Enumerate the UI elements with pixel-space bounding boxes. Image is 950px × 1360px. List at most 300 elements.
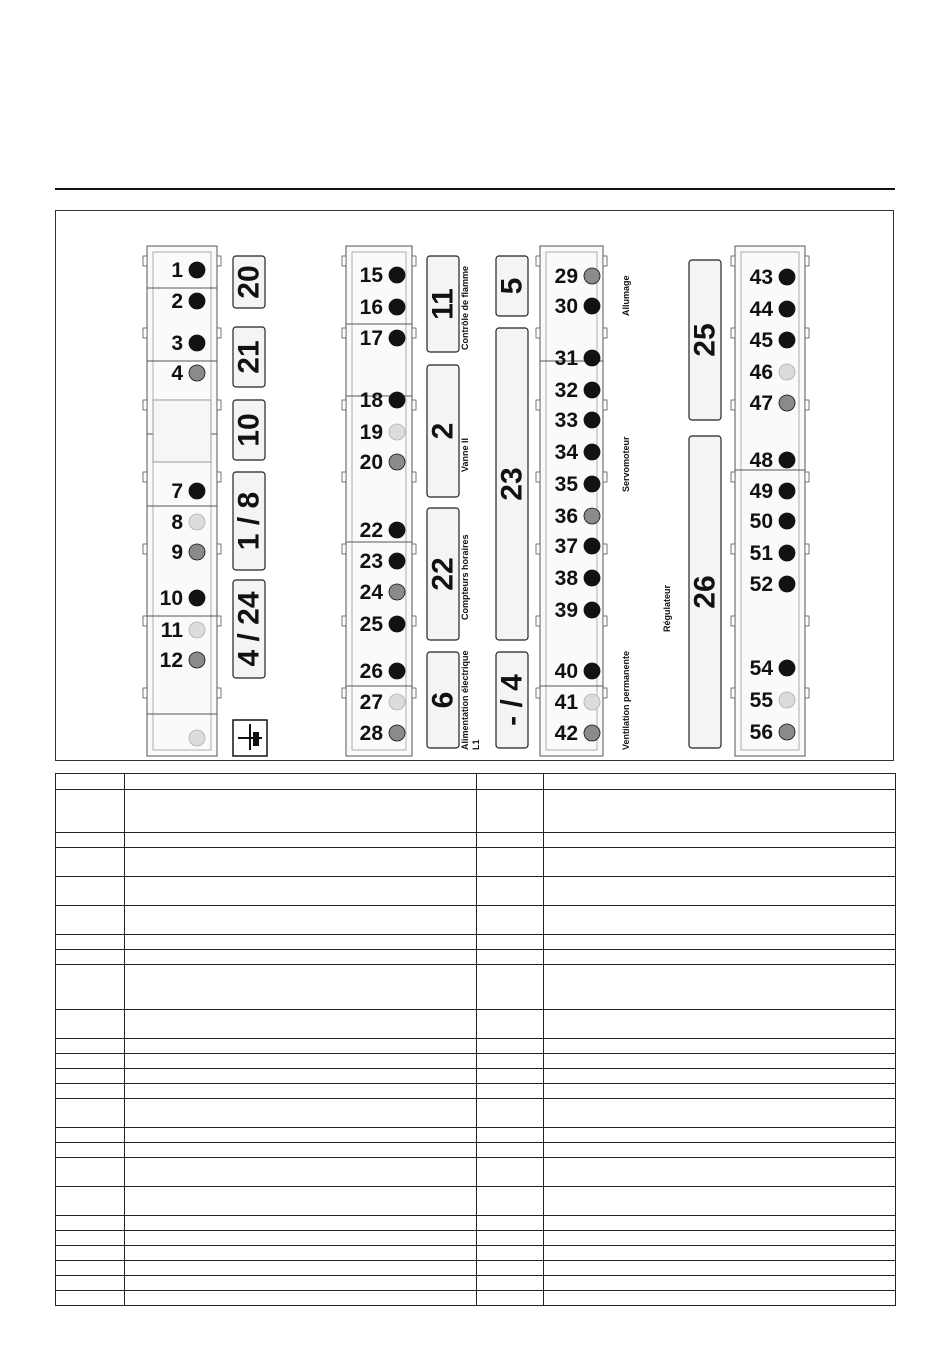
block-notch [536, 472, 540, 482]
table-cell [56, 1231, 125, 1246]
terminal-dot [779, 545, 795, 561]
label-flame-control: Contrôle de flamme [460, 265, 470, 350]
table-cell [477, 1143, 544, 1158]
block-notch [731, 544, 735, 554]
terminal-number: 28 [359, 722, 383, 745]
terminal-number: 54 [749, 657, 773, 680]
terminal-blank [189, 730, 205, 746]
terminal-dot [584, 538, 600, 554]
table-cell [125, 965, 477, 1010]
box-22: 22 [426, 557, 460, 591]
table-cell [56, 833, 125, 848]
terminal-dot [584, 570, 600, 586]
box-23: 23 [495, 467, 529, 501]
terminal-number: 16 [359, 296, 383, 319]
box-5: 5 [495, 277, 529, 295]
terminal-number: 7 [171, 480, 183, 503]
block-notch [217, 472, 221, 482]
block-notch [731, 256, 735, 266]
box-6: 6 [426, 691, 460, 709]
terminal-dot [389, 330, 405, 346]
table-cell [125, 950, 477, 965]
table-cell [477, 1054, 544, 1069]
table-cell [477, 1069, 544, 1084]
table-cell [125, 1246, 477, 1261]
block-notch [603, 616, 607, 626]
table-cell [56, 1010, 125, 1039]
terminal-dot [389, 522, 405, 538]
terminal-dot [189, 590, 205, 606]
block-notch [805, 688, 809, 698]
terminal-number: 20 [359, 451, 383, 474]
terminal-number: 12 [159, 649, 183, 672]
table-cell [544, 1128, 896, 1143]
table-row [56, 1099, 896, 1128]
label-power-supply: Alimentation électrique [460, 650, 470, 750]
block-notch [603, 472, 607, 482]
terminal-dot [189, 365, 205, 381]
terminal-dot [389, 584, 405, 600]
table-cell [544, 1069, 896, 1084]
terminal-dot [584, 694, 600, 710]
terminal-dot [779, 301, 795, 317]
terminal-dot [779, 724, 795, 740]
table-cell [125, 1039, 477, 1054]
terminal-number: 30 [554, 295, 578, 318]
block-notch [143, 544, 147, 554]
terminal-dot [584, 382, 600, 398]
table-cell [56, 877, 125, 906]
terminal-number: 56 [749, 721, 773, 744]
label-servomotor: Servomoteur [621, 436, 631, 492]
table-cell [56, 935, 125, 950]
terminal-dot [389, 553, 405, 569]
terminal-number: 45 [749, 329, 773, 352]
block-notch [342, 400, 346, 410]
table-cell [477, 1216, 544, 1231]
table-cell [544, 1039, 896, 1054]
terminal-number: 40 [554, 660, 578, 683]
table-row [56, 1143, 896, 1158]
terminal-dot [389, 454, 405, 470]
block-notch [805, 544, 809, 554]
table-cell [56, 906, 125, 935]
terminal-number: 18 [359, 389, 383, 412]
table-cell [544, 790, 896, 833]
table-cell [544, 935, 896, 950]
table-cell [477, 1099, 544, 1128]
table-row [56, 1158, 896, 1187]
block-notch [143, 472, 147, 482]
table-cell [56, 965, 125, 1010]
table-row [56, 833, 896, 848]
block-notch [536, 256, 540, 266]
table-cell [56, 950, 125, 965]
terminal-number: 43 [749, 266, 773, 289]
block-notch [805, 328, 809, 338]
table-cell [544, 1010, 896, 1039]
terminal-number: 24 [359, 581, 383, 604]
terminal-dot [189, 652, 205, 668]
table-cell [125, 1099, 477, 1128]
block-notch [342, 688, 346, 698]
table-row [56, 1261, 896, 1276]
terminal-dot [389, 267, 405, 283]
table-cell [56, 1187, 125, 1216]
table-row [56, 848, 896, 877]
terminal-number: 9 [171, 541, 183, 564]
terminal-number: 37 [554, 535, 578, 558]
block-notch [603, 256, 607, 266]
table-cell [125, 1128, 477, 1143]
terminal-dot [189, 483, 205, 499]
table-cell [477, 935, 544, 950]
terminal-number: 17 [359, 327, 383, 350]
terminal-dot [189, 514, 205, 530]
table-cell [477, 1187, 544, 1216]
table-cell [477, 1246, 544, 1261]
block-notch [731, 616, 735, 626]
table-cell [56, 1099, 125, 1128]
table-cell [477, 1010, 544, 1039]
box-10: 10 [232, 413, 266, 447]
table-cell [56, 1216, 125, 1231]
terminal-number: 19 [359, 421, 383, 444]
table-cell [544, 1187, 896, 1216]
terminal-strip-diagram [55, 210, 894, 761]
table-cell [544, 1158, 896, 1187]
block-notch [536, 544, 540, 554]
terminal-dot [189, 262, 205, 278]
label-permanent-ventilation: Ventilation permanente [621, 650, 631, 750]
box-1-8: 1 / 8 [232, 491, 266, 551]
table-cell [544, 1054, 896, 1069]
table-row [56, 1054, 896, 1069]
label-ignition: Allumage [621, 275, 631, 316]
table-cell [56, 1128, 125, 1143]
block-notch [805, 472, 809, 482]
table-cell [56, 1054, 125, 1069]
block-notch [342, 328, 346, 338]
block-notch [603, 688, 607, 698]
table-cell [56, 1143, 125, 1158]
table-cell [125, 1084, 477, 1099]
terminal-number: 46 [749, 361, 773, 384]
table-cell [125, 790, 477, 833]
table-row [56, 950, 896, 965]
box-20: 20 [232, 265, 266, 299]
table-cell [477, 965, 544, 1010]
block-notch [603, 400, 607, 410]
terminal-dot [779, 332, 795, 348]
top-rule [55, 188, 895, 190]
terminal-number: 35 [554, 473, 578, 496]
function-boxes [233, 256, 722, 748]
table-cell [477, 1291, 544, 1306]
table-row [56, 790, 896, 833]
table-row [56, 935, 896, 950]
terminal-number: 38 [554, 567, 578, 590]
block-notch [143, 256, 147, 266]
terminal-number: 49 [749, 480, 773, 503]
terminal-number: 11 [160, 619, 183, 642]
block-notch [412, 256, 416, 266]
ground-icon [233, 720, 267, 756]
terminal-number: 34 [554, 441, 578, 464]
table-cell [477, 1039, 544, 1054]
table-cell [544, 1216, 896, 1231]
terminal-dot [779, 395, 795, 411]
terminal-dot [189, 335, 205, 351]
block-notch [731, 328, 735, 338]
table-cell [477, 906, 544, 935]
block-notch [731, 400, 735, 410]
block-notch [143, 328, 147, 338]
table-cell [477, 1276, 544, 1291]
table-cell [544, 1291, 896, 1306]
terminal-number: 48 [749, 449, 773, 472]
terminal-number: 36 [554, 505, 578, 528]
label-hour-counters: Compteurs horaires [460, 534, 470, 620]
terminal-number: 22 [359, 519, 383, 542]
table-cell [477, 950, 544, 965]
terminal-dot [584, 663, 600, 679]
table-row [56, 1276, 896, 1291]
box-21: 21 [232, 340, 266, 374]
table-cell [477, 1084, 544, 1099]
block-notch [603, 328, 607, 338]
table-row [56, 1084, 896, 1099]
table-cell [125, 1276, 477, 1291]
terminal-number: 41 [554, 691, 578, 714]
terminal-dot [779, 513, 795, 529]
terminal-number: 26 [359, 660, 383, 683]
table-cell [125, 1261, 477, 1276]
terminal-dot [584, 725, 600, 741]
table-cell [56, 1084, 125, 1099]
table-cell [125, 774, 477, 790]
table-cell [125, 1216, 477, 1231]
block-notch [217, 616, 221, 626]
terminal-dot [584, 268, 600, 284]
legend-table [55, 773, 896, 1306]
table-cell [125, 935, 477, 950]
table-row [56, 906, 896, 935]
terminal-number: 2 [171, 290, 183, 313]
terminal-dot [584, 476, 600, 492]
table-row [56, 1128, 896, 1143]
terminal-dot [389, 663, 405, 679]
terminal-dot [389, 694, 405, 710]
block-notch [143, 400, 147, 410]
terminal-dot [189, 544, 205, 560]
table-cell [125, 1143, 477, 1158]
table-cell [56, 1291, 125, 1306]
label-valve-2: Vanne II [460, 437, 470, 472]
table-cell [56, 1158, 125, 1187]
terminal-number: 47 [749, 392, 773, 415]
block-notch [603, 544, 607, 554]
block-notch [342, 256, 346, 266]
terminal-dot [389, 392, 405, 408]
table-row [56, 1069, 896, 1084]
terminal-dot [779, 269, 795, 285]
table-row [56, 1291, 896, 1306]
box-11: 11 [426, 288, 460, 320]
block-notch [412, 544, 416, 554]
table-cell [544, 877, 896, 906]
table-row [56, 965, 896, 1010]
terminal-number: 4 [171, 362, 183, 385]
table-cell [125, 1158, 477, 1187]
terminal-number: 42 [554, 722, 578, 745]
table-cell [544, 833, 896, 848]
table-row [56, 1216, 896, 1231]
terminal-number: 10 [159, 587, 183, 610]
table-cell [56, 1069, 125, 1084]
terminal-number: 8 [171, 511, 183, 534]
terminal-dot [389, 725, 405, 741]
label-regulator: Régulateur [662, 584, 672, 632]
block-notch [342, 544, 346, 554]
terminal-dot [189, 293, 205, 309]
table-cell [544, 1246, 896, 1261]
table-cell [477, 1158, 544, 1187]
block-notch [731, 688, 735, 698]
terminal-dot [779, 576, 795, 592]
table-cell [125, 848, 477, 877]
label-power-supply-l1: L1 [471, 739, 481, 750]
terminal-number: 52 [749, 573, 773, 596]
table-cell [56, 1039, 125, 1054]
terminal-dot [584, 412, 600, 428]
block-notch [536, 400, 540, 410]
table-row [56, 774, 896, 790]
block-notch [805, 616, 809, 626]
table-cell [544, 906, 896, 935]
block-notch [143, 616, 147, 626]
table-cell [56, 1261, 125, 1276]
block-notch [217, 400, 221, 410]
terminal-dot [779, 452, 795, 468]
terminal-number: 51 [749, 542, 773, 565]
terminal-dot [584, 350, 600, 366]
block-notch [536, 328, 540, 338]
box--4: - / 4 [495, 674, 529, 726]
table-cell [544, 950, 896, 965]
table-row [56, 1187, 896, 1216]
block-notch [143, 688, 147, 698]
block-notch [217, 328, 221, 338]
table-cell [125, 1054, 477, 1069]
table-cell [125, 1187, 477, 1216]
table-cell [544, 1099, 896, 1128]
terminal-dot [189, 730, 205, 746]
table-cell [56, 1276, 125, 1291]
terminal-dot [389, 424, 405, 440]
terminal-dot [779, 660, 795, 676]
terminal-number: 15 [359, 264, 383, 287]
table-cell [125, 1069, 477, 1084]
terminal-number: 32 [554, 379, 578, 402]
table-cell [125, 906, 477, 935]
terminal-number: 55 [749, 689, 773, 712]
table-cell [125, 833, 477, 848]
block-notch [805, 400, 809, 410]
table-cell [56, 1246, 125, 1261]
block-notch [805, 256, 809, 266]
table-cell [544, 1143, 896, 1158]
terminal-number: 33 [554, 409, 578, 432]
table-cell [125, 1291, 477, 1306]
table-row [56, 1039, 896, 1054]
terminal-dot [189, 622, 205, 638]
terminal-number: 27 [359, 691, 383, 714]
terminal-number: 25 [359, 613, 383, 636]
table-row [56, 877, 896, 906]
block-notch [342, 472, 346, 482]
box-4-24: 4 / 24 [232, 591, 266, 667]
block-notch [412, 328, 416, 338]
terminal-dot [584, 602, 600, 618]
block-notch [217, 544, 221, 554]
block-notch [342, 616, 346, 626]
terminal-number: 31 [554, 347, 578, 370]
block-notch [536, 688, 540, 698]
terminal-dot [389, 616, 405, 632]
table-cell [477, 1128, 544, 1143]
table-cell [544, 1084, 896, 1099]
table-cell [544, 965, 896, 1010]
terminal-number: 29 [554, 265, 578, 288]
table-row [56, 1010, 896, 1039]
table-cell [477, 848, 544, 877]
table-cell [125, 877, 477, 906]
table-cell [477, 833, 544, 848]
table-cell [477, 774, 544, 790]
table-cell [125, 1231, 477, 1246]
block-notch [412, 616, 416, 626]
table-cell [477, 1231, 544, 1246]
table-cell [544, 1261, 896, 1276]
table-cell [477, 877, 544, 906]
terminal-dot [584, 508, 600, 524]
table-cell [544, 1276, 896, 1291]
block-notch [217, 688, 221, 698]
block-notch [412, 400, 416, 410]
terminal-dot [584, 444, 600, 460]
terminal-number: 50 [749, 510, 773, 533]
box-2: 2 [426, 422, 460, 440]
terminal-dot [779, 364, 795, 380]
block-notch [412, 472, 416, 482]
table-cell [56, 774, 125, 790]
terminal-number: 39 [554, 599, 578, 622]
terminal-number: 23 [359, 550, 383, 573]
terminal-dot [779, 692, 795, 708]
table-cell [56, 848, 125, 877]
box-26: 26 [688, 575, 722, 609]
block-notch [731, 472, 735, 482]
terminal-number: 1 [171, 259, 183, 282]
terminal-number: 44 [749, 298, 773, 321]
table-cell [544, 848, 896, 877]
box-25: 25 [688, 323, 722, 357]
table-cell [477, 1261, 544, 1276]
terminal-dot [584, 298, 600, 314]
table-row [56, 1231, 896, 1246]
block-notch [536, 616, 540, 626]
